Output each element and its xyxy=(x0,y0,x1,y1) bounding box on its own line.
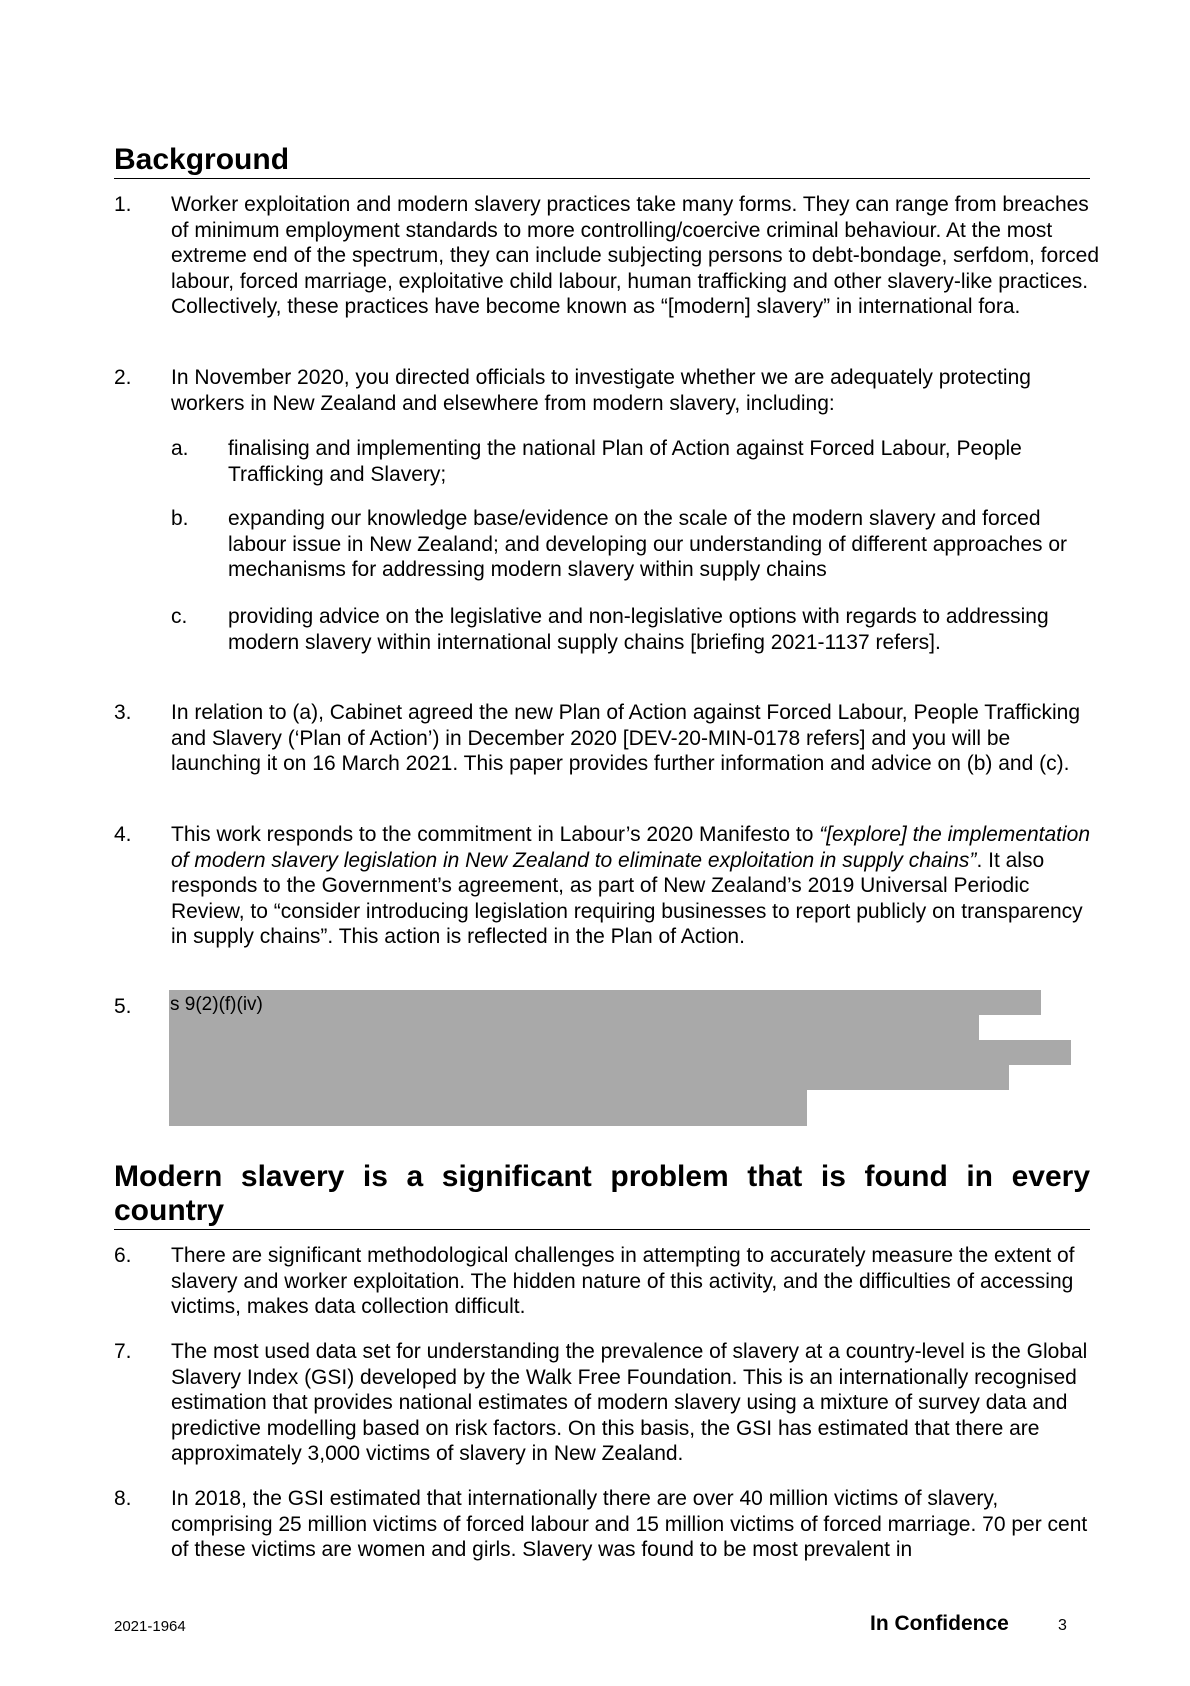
paragraph-number: 1. xyxy=(114,193,132,216)
sub-item-text: providing advice on the legislative and non-legislative options with regards to addressing modern slavery within international supply chains [briefing 2021-1137 refers]. xyxy=(228,605,1049,654)
paragraph-text xyxy=(171,822,1101,950)
paragraph-number: 5. xyxy=(114,995,132,1018)
paragraph-number: 2. xyxy=(114,366,132,389)
paragraph-text-part: This work responds to the commitment in Labour’s 2020 Manifesto to xyxy=(171,823,820,846)
redaction-bar xyxy=(169,1040,1071,1065)
paragraph-2 xyxy=(114,365,1104,416)
sub-item-text: expanding our knowledge base/evidence on the scale of the modern slavery and forced labour issue in New Zealand; and developing our understanding of different approaches or mechanisms for addressing modern slavery within supply chains xyxy=(228,507,1068,581)
redaction-bar xyxy=(169,1090,807,1126)
sub-item-b xyxy=(171,506,1101,583)
paragraph-number: 3. xyxy=(114,701,132,724)
heading-background: Background xyxy=(114,143,1090,179)
sub-item-text: finalising and implementing the national Plan of Action against Forced Labour, People Trafficking and Slavery; xyxy=(228,437,1022,486)
redaction-label: s 9(2)(f)(iv) xyxy=(170,994,263,1015)
redaction-bar xyxy=(169,990,1041,1015)
paragraph-3 xyxy=(114,700,1104,777)
paragraph-4 xyxy=(114,822,1104,950)
heading-modern-slavery: Modern slavery is a significant problem that is found in every country xyxy=(114,1160,1090,1230)
paragraph-number: 7. xyxy=(114,1340,132,1363)
paragraph-8 xyxy=(114,1486,1104,1563)
sub-item-c xyxy=(171,604,1101,655)
paragraph-text: The most used data set for understanding the prevalence of slavery at a country-level is the Global Slavery Index (GSI) developed by the Walk Free Foundation. This is an internationally recognised estimation that provides national estimates of modern slavery using a mixture of survey data and predictive modelling based on risk factors. On this basis, the GSI has estimated that there are approximately 3,000 victims of slavery in New Zealand. xyxy=(171,1340,1088,1465)
sub-item-letter: c. xyxy=(171,605,188,628)
paragraph-text-part: . It also responds to the Government’s agreement, as part of New Zealand’s 2019 Universal Periodic Review, to “consider introducing legislation requiring businesses to report publicly on transparency in supply chains”. This action is reflected in the Plan of Action. xyxy=(171,848,1083,948)
document-reference: 2021-1964 xyxy=(114,1618,186,1635)
classification-label: In Confidence xyxy=(870,1612,1009,1635)
sub-item-a xyxy=(171,436,1101,487)
redaction-bar xyxy=(169,1015,979,1040)
paragraph-text: There are significant methodological challenges in attempting to accurately measure the extent of slavery and worker exploitation. The hidden nature of this activity, and the difficulties of accessing victims, makes data collection difficult. xyxy=(171,1244,1075,1318)
redaction-bar xyxy=(169,1065,1009,1090)
sub-item-letter: b. xyxy=(171,507,189,530)
paragraph-number: 8. xyxy=(114,1487,132,1510)
paragraph-7 xyxy=(114,1339,1104,1467)
page-number: 3 xyxy=(1058,1617,1067,1634)
paragraph-text: In November 2020, you directed officials to investigate whether we are adequately protecting workers in New Zealand and elsewhere from modern slavery, including: xyxy=(171,366,1031,415)
paragraph-text: Worker exploitation and modern slavery practices take many forms. They can range from breaches of minimum employment standards to more controlling/coercive criminal behaviour. At the most extreme end of the spectrum, they can include subjecting persons to debt-bondage, serfdom, forced labour, forced marriage, exploitative child labour, human trafficking and other slavery-like practices. Collectively, these practices have become known as “[modern] slavery” in international fora. xyxy=(171,193,1100,318)
paragraph-text: In 2018, the GSI estimated that internationally there are over 40 million victims of slavery, comprising 25 million victims of forced labour and 15 million victims of forced marriage. 70 per cent of these victims are women and girls. Slavery was found to be most prevalent in xyxy=(171,1487,1088,1561)
paragraph-number: 6. xyxy=(114,1244,132,1267)
paragraph-text: In relation to (a), Cabinet agreed the new Plan of Action against Forced Labour, People Trafficking and Slavery (‘Plan of Action’) in December 2020 [DEV-20-MIN-0178 refers] and you will be launching it on 16 March 2021. This paper provides further information and advice on (b) and (c). xyxy=(171,701,1081,775)
paragraph-1 xyxy=(114,192,1104,320)
paragraph-number: 4. xyxy=(114,823,132,846)
manifesto-quote: “[explore] the implementation of modern slavery legislation in New Zealand to eliminate exploitation in supply chains” xyxy=(171,823,1091,872)
paragraph-6 xyxy=(114,1243,1104,1320)
sub-item-letter: a. xyxy=(171,437,189,460)
